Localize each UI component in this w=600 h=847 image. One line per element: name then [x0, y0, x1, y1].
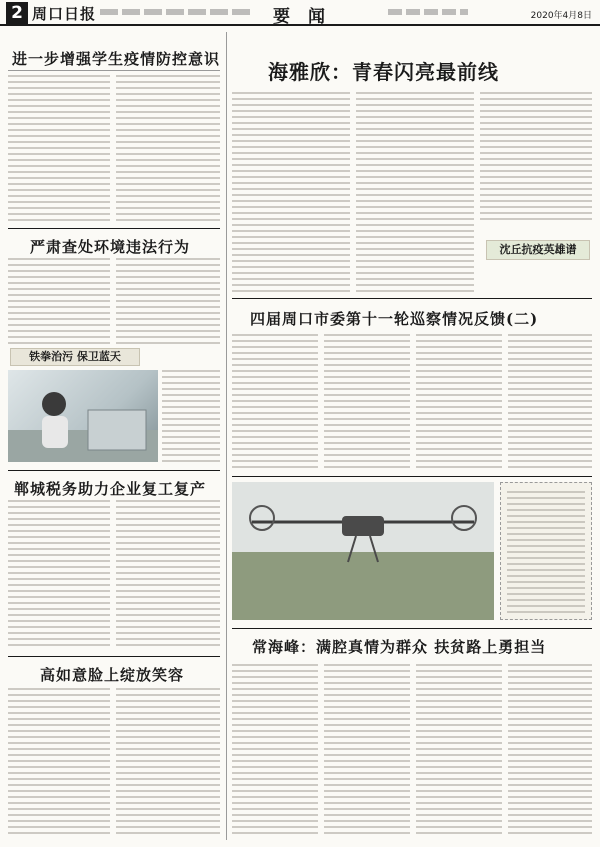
headline-changhaifeng: 常海峰：满腔真情为群众 扶贫路上勇担当: [252, 638, 547, 656]
headline-villagers: 铁拳治污 保卫蓝天: [10, 348, 140, 366]
divider: [232, 298, 592, 299]
article-body: [416, 664, 502, 838]
divider: [8, 70, 220, 71]
headline-epidemic: 进一步增强学生疫情防控意识: [12, 50, 221, 68]
article-body: [116, 688, 220, 838]
divider: [232, 476, 592, 477]
article-body: [8, 75, 110, 225]
article-body: [8, 688, 110, 838]
divider: [8, 228, 220, 229]
article-body: [116, 75, 220, 225]
page-header: [0, 0, 600, 26]
masthead: 周口日报: [32, 5, 97, 23]
headline-shenqiu: 沈丘抗疫英雄谱: [486, 240, 590, 260]
article-body: [324, 334, 410, 468]
article-body: [116, 258, 220, 344]
photo-caption: [500, 482, 592, 620]
divider: [8, 656, 220, 657]
article-body: [232, 92, 350, 292]
header-meta-right: [388, 9, 468, 15]
page-number: 2: [6, 2, 28, 24]
drone-photo: [232, 482, 494, 620]
issue-date: 2020年4月8日: [530, 11, 592, 21]
article-body: [8, 258, 110, 344]
headline-haiyaxin: 海雅欣：青春闪亮最前线: [268, 60, 499, 84]
article-body: [480, 92, 592, 224]
divider: [8, 470, 220, 471]
headline-tax: 郸城税务助力企业复工复产: [14, 480, 207, 498]
worker-photo-art: [8, 370, 158, 462]
headline-inspection: 四届周口市委第十一轮巡察情况反馈(二): [250, 310, 539, 328]
headline-exam: 高如意脸上绽放笑容: [40, 666, 185, 684]
article-body: [232, 334, 318, 468]
article-body: [8, 500, 110, 650]
article-body: [116, 500, 220, 650]
photo-caption: [162, 370, 220, 462]
caption-text: [507, 491, 585, 613]
article-body: [416, 334, 502, 468]
headline-environment: 严肃查处环境违法行为: [30, 238, 191, 256]
header-meta-left: [100, 9, 250, 15]
column-separator: [226, 32, 227, 840]
worker-photo: [8, 370, 158, 462]
drone-photo-art: [232, 482, 494, 620]
article-body: [356, 92, 474, 292]
article-body: [508, 664, 592, 838]
article-body: [508, 334, 592, 468]
article-body: [232, 664, 318, 838]
section-name: 要 闻: [273, 7, 331, 27]
article-body: [324, 664, 410, 838]
divider: [232, 628, 592, 629]
